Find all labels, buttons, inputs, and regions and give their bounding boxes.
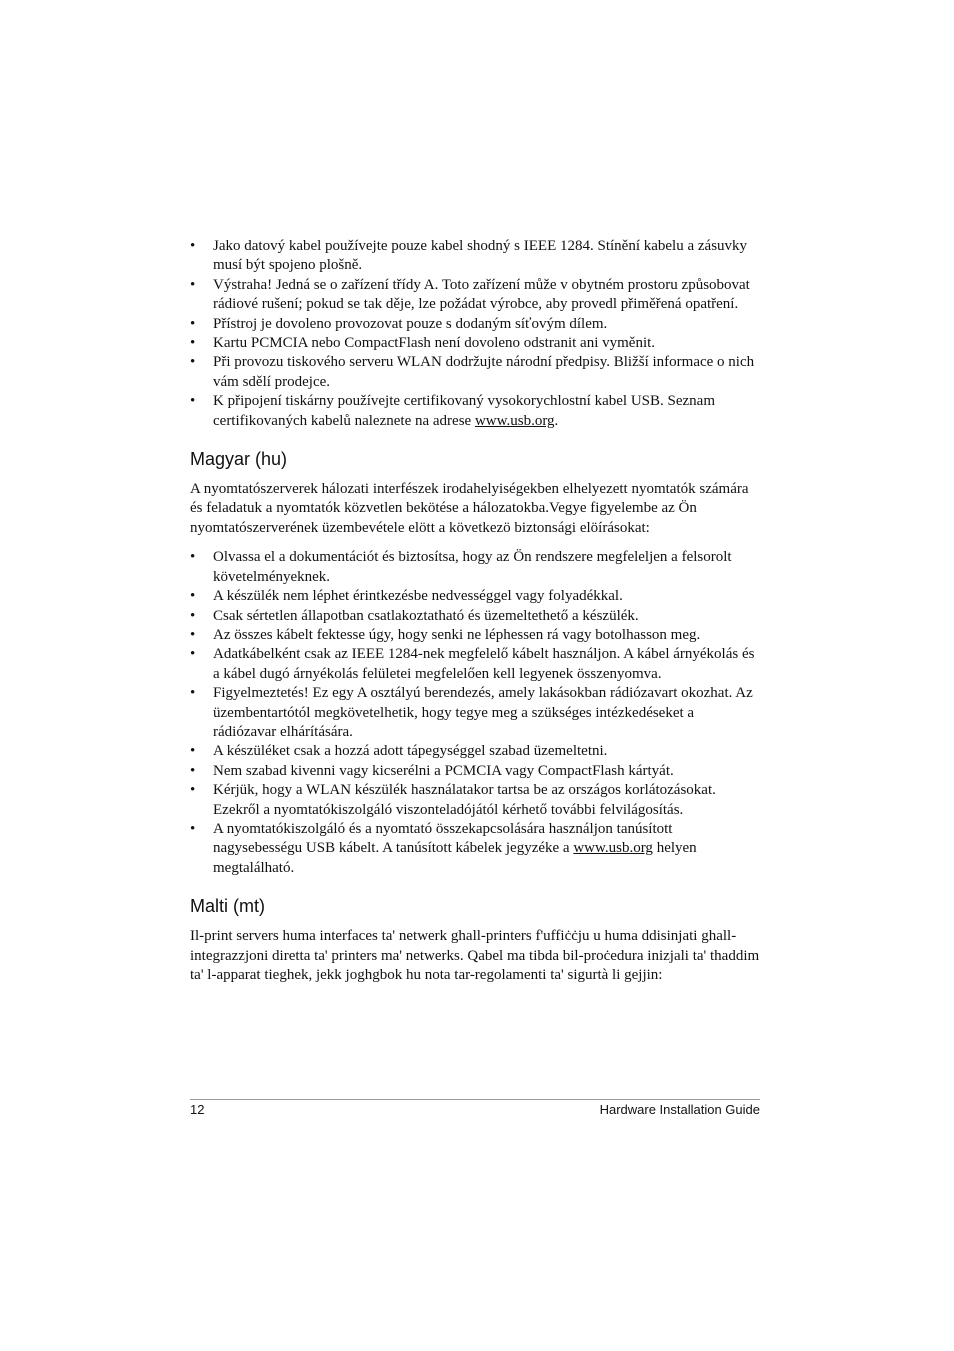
list-item-text: Olvassa el a dokumentációt és biztosítsa, hogy az Ön rendszere megfeleljen a felsorolt követelményeknek. [213, 549, 732, 585]
list-item-text: Kartu PCMCIA nebo CompactFlash není dovoleno odstranit ani vyměnit. [213, 335, 656, 352]
list-item-text: Přístroj je dovoleno provozovat pouze s dodaným síťovým dílem. [213, 315, 608, 332]
list-item-text: A készüléket csak a hozzá adott tápegységgel szabad üzemeltetni. [213, 743, 608, 760]
czech-safety-list [190, 237, 760, 431]
list-item-text: Csak sértetlen állapotban csatlakoztatható és üzemeltethető a készülék. [213, 607, 639, 624]
list-item-text: K připojení tiskárny používejte certifikovaný vysokorychlostní kabel USB. Seznam certifikovaných kabelů naleznete na adrese [213, 393, 715, 429]
list-item [190, 334, 760, 353]
hungarian-safety-list [190, 548, 760, 878]
list-item [190, 820, 760, 878]
list-item [190, 276, 760, 315]
guide-title: Hardware Installation Guide [599, 1102, 760, 1117]
list-item [190, 587, 760, 606]
list-item [190, 607, 760, 626]
list-item [190, 392, 760, 431]
section-heading-hungarian: Magyar (hu) [190, 449, 288, 470]
page-footer [190, 1099, 760, 1117]
list-item-text: Figyelmeztetés! Ez egy A osztályú berendezés, amely lakásokban rádiózavart okozhat. Az üzembentartótól megkövetelhetik, hogy tegye meg a szükséges intézkedéseket a rádiózavar elhárítására. [213, 685, 753, 740]
list-item [190, 626, 760, 645]
list-item [190, 781, 760, 820]
list-item-text: Nem szabad kivenni vagy kicserélni a PCMCIA vagy CompactFlash kártyát. [213, 762, 674, 779]
list-item [190, 762, 760, 781]
list-item [190, 353, 760, 392]
section-heading-maltese: Malti (mt) [190, 896, 265, 917]
list-item [190, 684, 760, 742]
list-item [190, 237, 760, 276]
list-item-text: Adatkábelként csak az IEEE 1284-nek megfelelő kábelt használjon. A kábel árnyékolás és a kábel dugó árnyékolás felületei megfelelően kell legyenek összenyomva. [213, 646, 755, 682]
hungarian-intro-paragraph: A nyomtatószerverek hálozati interfészek irodahelyiségekben elhelyezett nyomtatók számára és feladatuk a nyomtatók közvetlen bekötése a hálozatokba.Vegye figyelembe az Ön nyomtatószerverének üzembevétele elött a következö biztonsági elöírásokat: [190, 481, 749, 536]
page-number: 12 [190, 1102, 205, 1117]
list-item-text: Jako datový kabel používejte pouze kabel shodný s IEEE 1284. Stínění kabelu a zásuvky musí být spojeno plošně. [213, 238, 748, 274]
usb-org-link[interactable]: www.usb.org [573, 840, 653, 857]
maltese-intro-paragraph: Il-print servers huma interfaces ta' netwerk ghall-printers f'uffiċċju u huma ddisinjati ghall-integrazzjoni diretta ta' printers ma' netwerks. Qabel ma tibda bil-proċedura inizjali ta' thaddim ta' l-apparat tieghek, jekk joghgbok hu nota tar-regolamenti ta' sigurtà li gejjin: [190, 928, 760, 983]
list-item [190, 548, 760, 587]
list-item [190, 742, 760, 761]
page-content [190, 237, 760, 985]
list-item-text: Kérjük, hogy a WLAN készülék használatakor tartsa be az országos korlátozásokat. Ezekről a nyomtatókiszolgáló viszonteladójától kérhető további felvilágosítás. [213, 782, 716, 818]
usb-org-link[interactable]: www.usb.org [474, 412, 555, 429]
list-item-text: Při provozu tiskového serveru WLAN dodržujte národní předpisy. Bližší informace o nich vám sdělí prodejce. [213, 354, 755, 390]
list-item-text: Výstraha! Jedná se o zařízení třídy A. Toto zařízení může v obytném prostoru způsobovat rádiové rušení; pokud se tak děje, lze požádat výrobce, aby provedl přiměřená opatření. [213, 276, 750, 313]
list-item-text: Az összes kábelt fektesse úgy, hogy senki ne léphessen rá vagy botolhasson meg. [213, 626, 701, 643]
list-item [190, 645, 760, 684]
list-item-text: A készülék nem léphet érintkezésbe nedvességgel vagy folyadékkal. [213, 588, 623, 605]
list-item [190, 315, 760, 334]
list-item-text-tail: helyen megtalálható. [213, 840, 697, 876]
list-item-text-tail: . [554, 412, 559, 429]
list-item-text: A nyomtatókiszolgáló és a nyomtató összekapcsolására használjon tanúsított nagysebességu USB kábelt. A tanúsított kábelek jegyzéke a [213, 820, 673, 857]
